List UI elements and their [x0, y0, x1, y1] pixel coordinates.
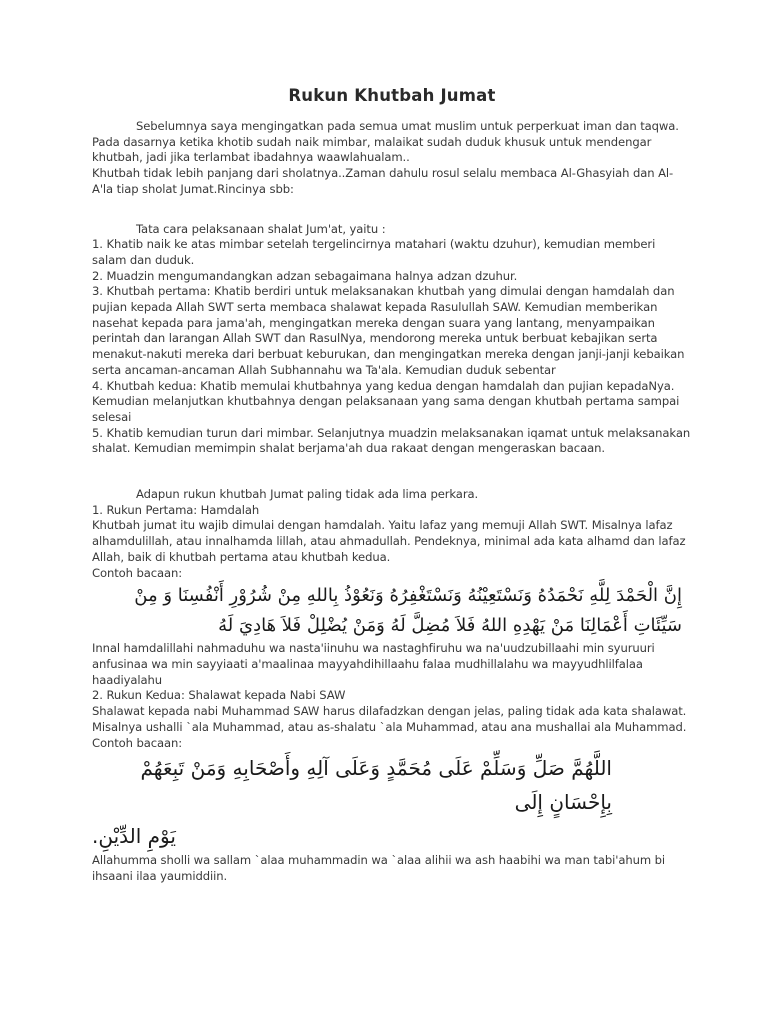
- tata-cara-heading: Tata cara pelaksanaan shalat Jum'at, yaitu :: [136, 221, 386, 236]
- tata-cara-step-5: 5. Khatib kemudian turun dari mimbar. Selanjutnya muadzin melaksanakan iqamat untuk melaksanakan shalat. Kemudian memimpin shalat berjama'ah dua rakaat dengan mengeraskan bacaan.: [92, 425, 691, 456]
- rukun-1-body: Khutbah jumat itu wajib dimulai dengan hamdalah. Yaitu lafaz yang memuji Allah SWT. Misalnya lafaz alhamdulillah, atau innalhamda lillah, atau ahmadullah. Pendeknya, minimal ada kata alhamd dan lafaz Allah, baik di khutbah pertama atau khutbah kedua.: [92, 518, 686, 564]
- intro-paragraph-2: Khutbah tidak lebih panjang dari sholatnya..Zaman dahulu rosul selalu membaca Al-Ghasyiah dan Al-A'la tiap sholat Jumat.Rincinya sbb:: [92, 166, 674, 196]
- tata-cara-step-1: 1. Khatib naik ke atas mimbar setelah tergelincirnya matahari (waktu dzuhur), kemudian memberi salam dan duduk.: [92, 237, 656, 267]
- document-title: Rukun Khutbah Jumat: [288, 86, 496, 105]
- tata-cara-step-3: 3. Khutbah pertama: Khatib berdiri untuk melaksanakan khutbah yang dimulai dengan hamdalah dan pujian kepada Allah SWT serta membaca shalawat kepada Rasulullah SAW. Kemudian memberikan nasehat kepada para jama'ah, mengingatkan mereka dengan suara yang lantang, menyampaikan perintah dan larangan Allah SWT dan RasulNya, mendorong mereka untuk berbuat kebajikan serta menakut-nakuti mereka dari berbuat keburukan, dan mengingatkan mereka dengan janji-janji kebaikan serta ancaman-ancaman Allah Subhannahu wa Ta'ala. Kemudian duduk sebentar: [92, 284, 685, 377]
- rukun-2-transliteration: Allahumma sholli wa sallam `alaa muhammadin wa `alaa alihii wa ash haabihi wa man tabi'ahum bi ihsaani ilaa yaumiddiin.: [92, 853, 665, 883]
- spacer: [92, 198, 692, 222]
- rukun-1-arabic-line-2: سَيِّئَاتِ أَعْمَالِنَا مَنْ يَهْدِهِ اللهُ فَلاَ مُضِلَّ لَهُ وَمَنْ يُضْلِلْ فَلاَ هَادِيَ لَهُ: [218, 615, 682, 637]
- spacer: [92, 457, 692, 487]
- document-page: [92, 86, 692, 885]
- rukun-1-transliteration: Innal hamdalillahi nahmaduhu wa nasta'iinuhu wa nastaghfiruhu wa na'uudzubillaahi min syuruuri anfusinaa wa min sayyiaati a'maalinaa mayyahdihillaahu falaa mudhillalahu wa mayyudhlilfalaa haadiyalahu: [92, 641, 655, 687]
- rukun-2-body: Shalawat kepada nabi Muhammad SAW harus dilafadzkan dengan jelas, paling tidak ada kata shalawat. Misalnya ushalli `ala Muhammad, atau as-shalatu `ala Muhammad, atau ana mushallai ala Muhammad.: [92, 704, 687, 734]
- intro-paragraph-1: Sebelumnya saya mengingatkan pada semua umat muslim untuk perperkuat iman dan taqwa. Pada dasarnya ketika khotib sudah naik mimbar, malaikat sudah duduk khusuk untuk mendengar khutbah, jadi jika terlambat ibadahnya waawlahualam..: [92, 119, 679, 165]
- rukun-2-arabic-line-1: اللَّهُمَّ صَلِّ وَسَلِّمْ عَلَى مُحَمَّدٍ وَعَلَى آلِهِ وأَصْحَابِهِ وَمَنْ تَبِعَهُمْ بِإِحْسَانٍ إِلَى: [140, 756, 612, 815]
- rukun-2-arabic-line-2: يَوْمِ الدِّيْنِ.: [92, 824, 176, 849]
- tata-cara-step-4: 4. Khutbah kedua: Khatib memulai khutbahnya yang kedua dengan hamdalah dan pujian kepadaNya. Kemudian melanjutkan khutbahnya dengan pelaksanaan yang sama dengan khutbah pertama sampai selesai: [92, 378, 680, 424]
- rukun-1-example-label: Contoh bacaan:: [92, 565, 183, 580]
- rukun-1-arabic-line-1: إِنَّ الْحَمْدَ لِلَّهِ نَحْمَدُهُ وَنَسْتَعِيْنُهُ وَنَسْتَغْفِرُهُ وَنَعُوْذُ بِاللهِ مِنْ شُرُوْرِ أَنْفُسِنَا وَ مِنْ: [134, 585, 682, 607]
- rukun-heading: Adapun rukun khutbah Jumat paling tidak ada lima perkara.: [136, 487, 479, 502]
- rukun-1-title: 1. Rukun Pertama: Hamdalah: [92, 502, 260, 517]
- rukun-2-example-label: Contoh bacaan:: [92, 735, 183, 750]
- tata-cara-step-2: 2. Muadzin mengumandangkan adzan sebagaimana halnya adzan dzuhur.: [92, 268, 518, 283]
- rukun-2-title: 2. Rukun Kedua: Shalawat kepada Nabi SAW: [92, 688, 346, 703]
